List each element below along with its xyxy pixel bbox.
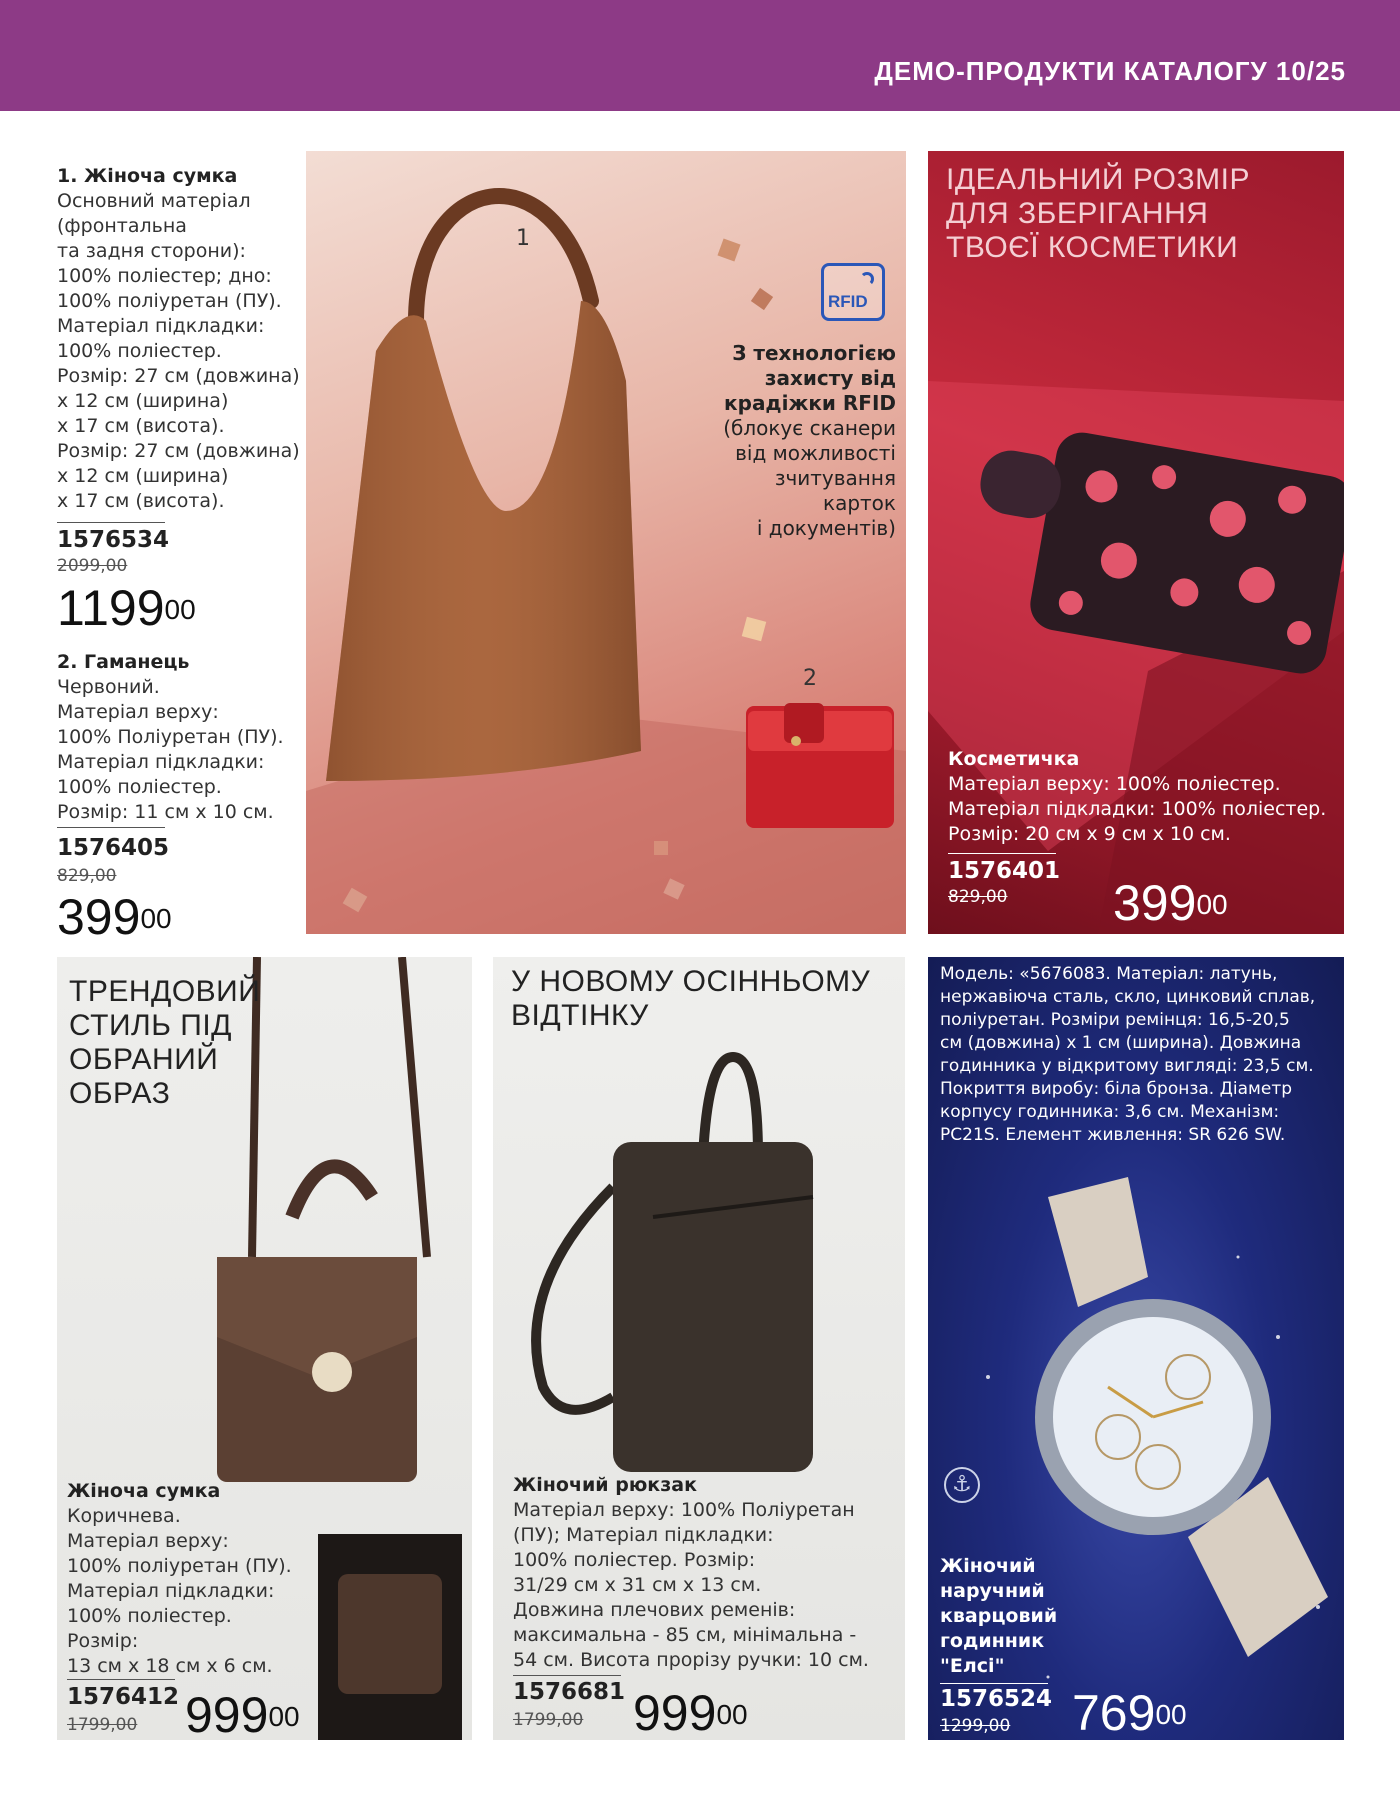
product1-line: 100% поліестер. [57,340,222,362]
cosmetic-title: Косметичка [948,748,1080,770]
backpack-line: Довжина плечових ременів: [513,1599,796,1621]
hero-bag-image [306,151,906,934]
product1-line: х 12 см (ширина) [57,390,229,412]
backpack-line: 100% поліестер. Розмір: [513,1549,756,1571]
handbag-line: 100% поліуретан (ПУ). [67,1555,292,1577]
product1-line: (фронтальна [57,215,187,237]
wifi-signal-icon [860,272,874,286]
bag-illustration [306,151,906,934]
anchor-icon: ⚓ [944,1467,980,1503]
product1-line: х 17 см (висота). [57,415,225,437]
divider [940,1683,1048,1684]
rfid-description [606,341,896,541]
handbag-line: Матеріал підкладки: [67,1580,275,1602]
cosmetic-old-price: 829,00 [948,887,1008,907]
cosmetic-bag-panel [928,151,1344,934]
watch-specs [940,963,1315,1147]
price-main: 399 [1113,875,1197,931]
product2-description [57,650,284,825]
cosmetic-description [948,747,1326,847]
product2-title: 2. Гаманець [57,651,190,673]
product1-line: х 12 см (ширина) [57,465,229,487]
watch-spec-line: Модель: «5676083. Матеріал: латунь, [940,964,1278,984]
watch-spec-line: см (довжина) х 1 см (ширина). Довжина [940,1033,1302,1053]
handbag-line: 13 см х 18 см х 6 см. [67,1655,273,1677]
price-main: 399 [57,889,141,945]
headline-line: ІДЕАЛЬНИЙ РОЗМІР [946,163,1250,196]
rfid-line: і документів) [756,516,896,540]
rfid-badge-label: RFID [828,292,868,311]
handbag-panel [57,957,472,1740]
product2-line: Розмір: 11 см х 10 см. [57,801,274,823]
product2-line: Матеріал підкладки: [57,751,265,773]
handbag-title: Жіноча сумка [67,1480,221,1502]
watch-panel [928,957,1344,1740]
watch-code: 1576524 [940,1686,1053,1712]
product2-line: 100% Поліуретан (ПУ). [57,726,284,748]
headline-line: ОБРАЗ [69,1077,171,1110]
backpack-code: 1576681 [513,1679,626,1705]
divider [67,1679,175,1680]
divider [513,1675,621,1676]
watch-title-line: Жіночий [940,1555,1036,1577]
product1-old-price: 2099,00 [57,556,128,576]
product1-title: 1. Жіноча сумка [57,165,238,187]
backpack-title: Жіночий рюкзак [513,1474,697,1496]
handbag-inset-bag [338,1574,442,1694]
rfid-line: (блокує сканери [723,416,896,440]
backpack-old-price: 1799,00 [513,1710,584,1730]
rfid-line: карток [823,491,896,515]
headline-line: ОБРАНИЙ [69,1043,219,1076]
headline-line: У НОВОМУ ОСІННЬОМУ [511,965,871,998]
product1-line: Матеріал підкладки: [57,315,265,337]
price-cents: 00 [164,594,196,625]
backpack-price [633,1685,748,1740]
rfid-badge [821,263,885,321]
price-main: 1199 [57,580,165,636]
product1-line: х 17 см (висота). [57,490,225,512]
image-label-1: 1 [516,226,530,251]
price-main: 999 [633,1685,717,1740]
cosmetic-headline [946,163,1250,265]
handbag-price [185,1687,300,1740]
product1-line: та задня сторони): [57,240,246,262]
handbag-code: 1576412 [67,1684,180,1710]
cosmetic-code: 1576401 [948,858,1061,884]
backpack-line: (ПУ); Матеріал підкладки: [513,1524,774,1546]
rfid-bold-line: З технологією [732,341,896,365]
price-cents: 00 [1155,1699,1187,1730]
watch-spec-line: годинника у відкритому вигляді: 23,5 см. [940,1056,1314,1076]
backpack-description [513,1473,869,1673]
product1-description [57,164,300,514]
product2-price [57,889,172,945]
product1-line: Розмір: 27 см (довжина) [57,365,300,387]
headline-line: ВІДТІНКУ [511,999,649,1032]
handbag-inset-photo [318,1534,462,1740]
backpack-line: 54 см. Висота прорізу ручки: 10 см. [513,1649,869,1671]
watch-spec-line: поліуретан. Розміри ремінця: 16,5-20,5 [940,1010,1290,1030]
price-cents: 00 [268,1701,300,1732]
product2-old-price: 829,00 [57,866,117,886]
product2-line: Червоний. [57,676,160,698]
watch-title [940,1554,1057,1679]
divider [57,522,165,523]
watch-old-price: 1299,00 [940,1716,1011,1736]
backpack-line: 31/29 см х 31 см х 13 см. [513,1574,762,1596]
backpack-line: Матеріал верху: 100% Поліуретан [513,1499,855,1521]
backpack-line: максимальна - 85 см, мінімальна - [513,1624,857,1646]
handbag-line: 100% поліестер. [67,1605,232,1627]
product2-code: 1576405 [57,835,170,861]
headline-line: ТРЕНДОВИЙ [69,975,261,1008]
cosmetic-line: Розмір: 20 см х 9 см х 10 см. [948,823,1231,845]
watch-spec-line: нержавіюча сталь, скло, цинковий сплав, [940,987,1316,1007]
rfid-line: зчитування [774,466,896,490]
product1-price [57,580,196,636]
divider [57,827,165,828]
image-label-2: 2 [803,666,817,691]
watch-price [1072,1685,1187,1740]
price-main: 769 [1072,1685,1156,1740]
product1-line: 100% поліестер; дно: [57,265,272,287]
backpack-headline [511,965,870,1033]
price-cents: 00 [140,903,172,934]
handbag-description [67,1479,292,1679]
headline-line: ТВОЄЇ КОСМЕТИКИ [946,231,1239,264]
price-cents: 00 [716,1699,748,1730]
watch-spec-line: корпусу годинника: 3,6 см. Механізм: [940,1102,1280,1122]
watch-title-line: наручний [940,1580,1045,1602]
watch-title-line: годинник [940,1630,1045,1652]
handbag-line: Коричнева. [67,1505,181,1527]
price-cents: 00 [1196,889,1228,920]
handbag-old-price: 1799,00 [67,1715,138,1735]
product1-line: Основний матеріал [57,190,251,212]
catalog-title: ДЕМО-ПРОДУКТИ КАТАЛОГУ 10/25 [874,56,1346,86]
watch-spec-line: Покриття виробу: біла бронза. Діаметр [940,1079,1293,1099]
product1-line: Розмір: 27 см (довжина) [57,440,300,462]
product1-line: 100% поліуретан (ПУ). [57,290,282,312]
watch-title-line: "Елсі" [940,1655,1005,1677]
handbag-line: Матеріал верху: [67,1530,229,1552]
headline-line: ДЛЯ ЗБЕРІГАННЯ [946,197,1209,230]
price-main: 999 [185,1687,269,1740]
page-header [0,0,1400,111]
handbag-line: Розмір: [67,1630,139,1652]
headline-line: СТИЛЬ ПІД [69,1009,232,1042]
product1-code: 1576534 [57,527,170,553]
watch-title-line: кварцовий [940,1605,1058,1627]
cosmetic-line: Матеріал верху: 100% поліестер. [948,773,1281,795]
product2-line: 100% поліестер. [57,776,222,798]
cosmetic-price [1113,875,1228,931]
rfid-bold-line: крадіжки RFID [724,391,896,415]
watch-spec-line: PC21S. Елемент живлення: SR 626 SW. [940,1125,1286,1145]
handbag-headline [69,975,260,1111]
rfid-bold-line: захисту від [764,366,896,390]
divider [948,853,1056,854]
rfid-line: від можливості [735,441,896,465]
cosmetic-line: Матеріал підкладки: 100% поліестер. [948,798,1327,820]
product2-line: Матеріал верху: [57,701,219,723]
backpack-panel [493,957,905,1740]
